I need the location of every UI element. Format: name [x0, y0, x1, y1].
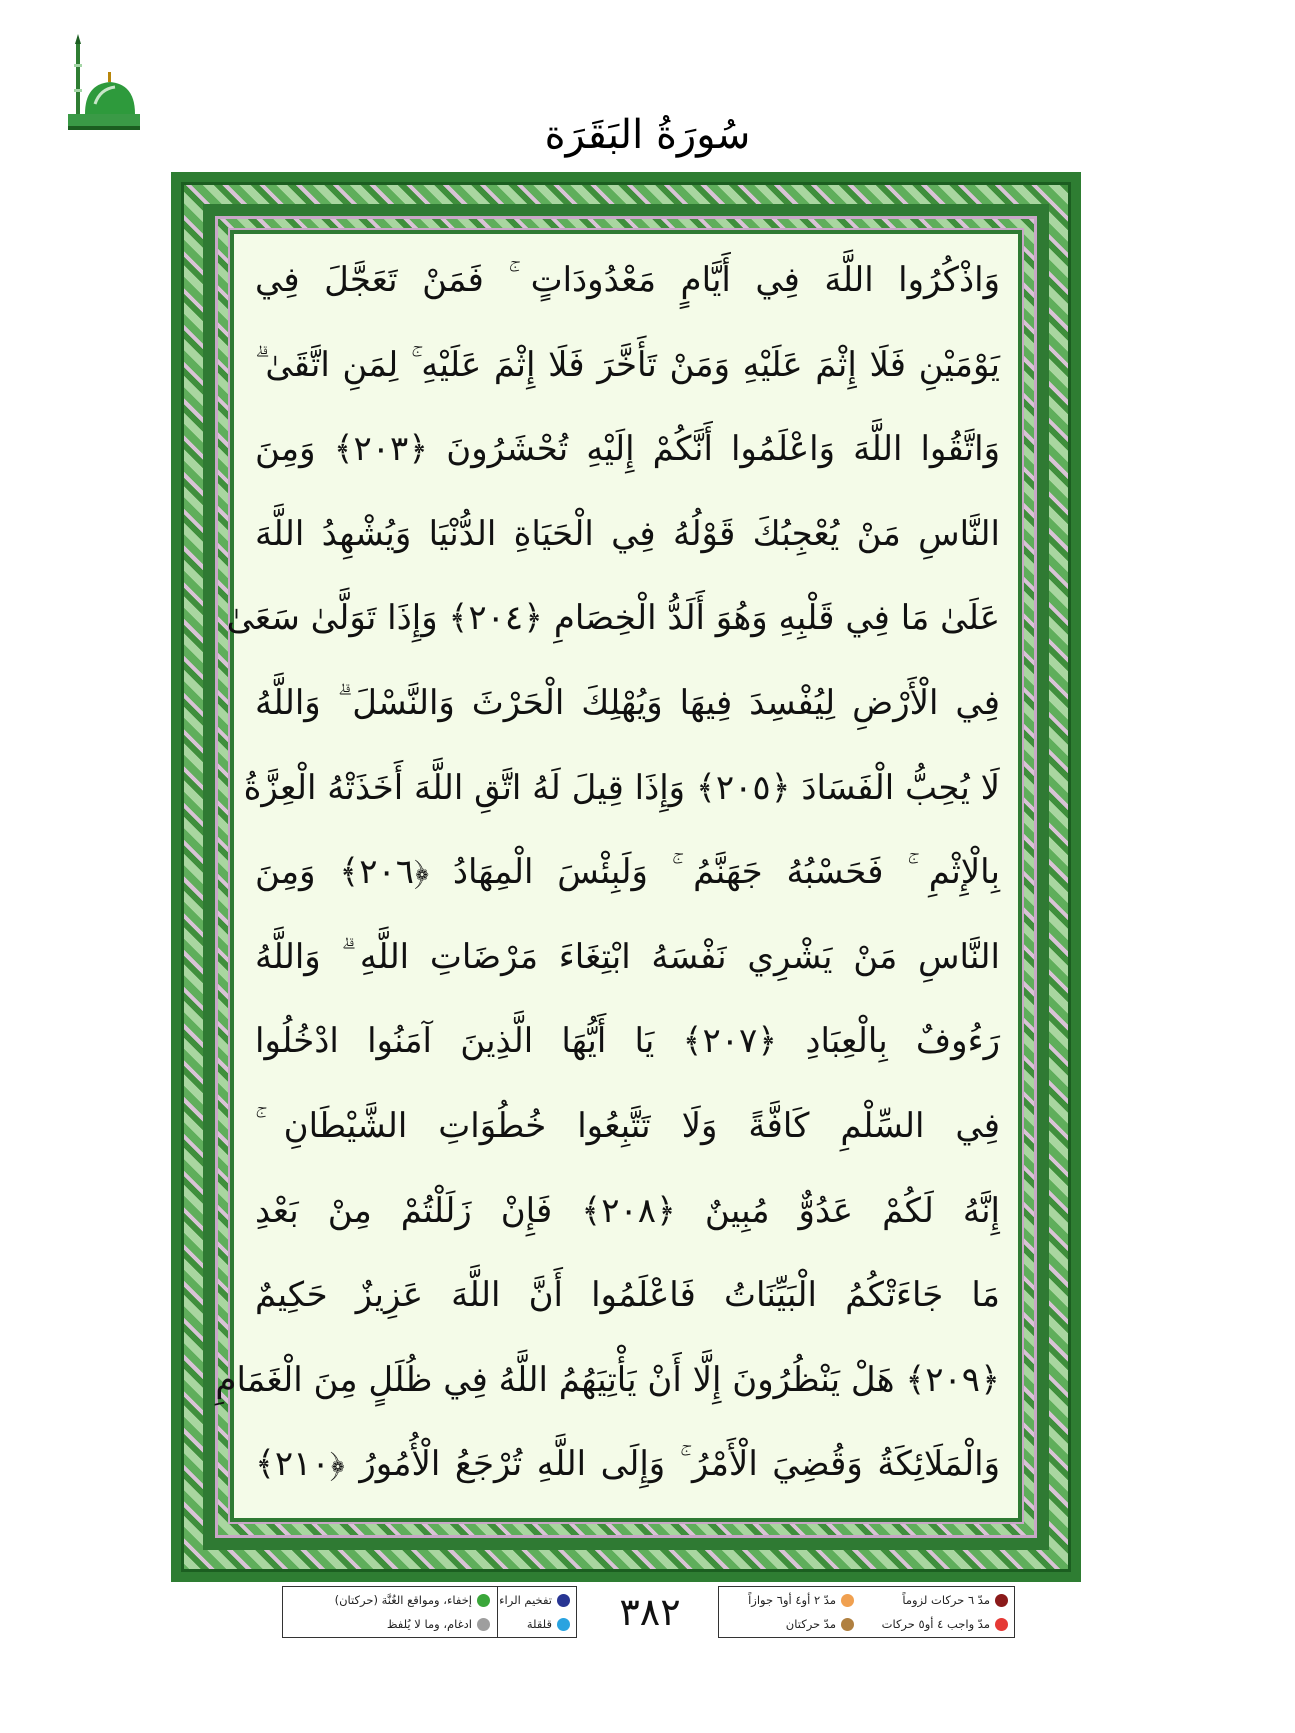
- verse-line: إِنَّهُ لَكُمْ عَدُوٌّ مُبِينٌ ﴿٢٠٨﴾ فَإِنْ زَلَلْتُمْ مِنْ بَعْدِ: [255, 1190, 1000, 1231]
- red-dot-icon: [995, 1618, 1008, 1631]
- tajweed-legend-left: [282, 1586, 577, 1638]
- verse-line: رَءُوفٌ بِالْعِبَادِ ﴿٢٠٧﴾ يَا أَيُّهَا الَّذِينَ آمَنُوا ادْخُلُوا: [255, 1021, 1000, 1062]
- verse-line: عَلَىٰ مَا فِي قَلْبِهِ وَهُوَ أَلَدُّ الْخِصَامِ ﴿٢٠٤﴾ وَإِذَا تَوَلَّىٰ سَعَىٰ: [226, 598, 1000, 639]
- page-number: ٣٨٢: [619, 1590, 681, 1634]
- verse-line: بِالْإِثْمِ ۚ فَحَسْبُهُ جَهَنَّمُ ۚ وَلَبِئْسَ الْمِهَادُ ﴿٢٠٦﴾ وَمِنَ: [255, 852, 1000, 893]
- surah-title: سُورَةُ البَقَرَة: [544, 112, 751, 158]
- legend-item-qalqala: قلقلة: [527, 1612, 570, 1637]
- verse-line: لَا يُحِبُّ الْفَسَادَ ﴿٢٠٥﴾ وَإِذَا قِيلَ لَهُ اتَّقِ اللَّهَ أَخَذَتْهُ الْعِزَّةُ: [243, 767, 1000, 808]
- legend-item-madd-6: مدّ ٦ حركات لزوماً: [902, 1588, 1008, 1613]
- verse-text: [215, 238, 1000, 1508]
- verse-line: وَالْمَلَائِكَةُ وَقُضِيَ الْأَمْرُ ۚ وَإِلَى اللَّهِ تُرْجَعُ الْأُمُورُ ﴿٢١٠﴾: [255, 1444, 1000, 1485]
- verse-line: النَّاسِ مَنْ يُعْجِبُكَ قَوْلُهُ فِي الْحَيَاةِ الدُّنْيَا وَيُشْهِدُ اللَّهَ: [255, 513, 1000, 554]
- gray-dot-icon: [477, 1618, 490, 1631]
- tajweed-legend-right: [718, 1586, 1015, 1638]
- verse-line: النَّاسِ مَنْ يَشْرِي نَفْسَهُ ابْتِغَاءَ مَرْضَاتِ اللَّهِ ۗ وَاللَّهُ: [255, 936, 1000, 977]
- legend-item-idgham: ادغام، وما لا يُلفظ: [387, 1612, 490, 1637]
- legend-item-madd-2: مدّ حركتان: [786, 1612, 854, 1637]
- verse-line: مَا جَاءَتْكُمُ الْبَيِّنَاتُ فَاعْلَمُوا أَنَّ اللَّهَ عَزِيزٌ حَكِيمٌ: [255, 1275, 1000, 1316]
- verse-line: ﴿٢٠٩﴾ هَلْ يَنْظُرُونَ إِلَّا أَنْ يَأْتِيَهُمُ اللَّهُ فِي ظُلَلٍ مِنَ الْغَمَامِ: [215, 1359, 1000, 1400]
- verse-line: فِي الْأَرْضِ لِيُفْسِدَ فِيهَا وَيُهْلِكَ الْحَرْثَ وَالنَّسْلَ ۗ وَاللَّهُ: [255, 682, 1000, 723]
- verse-line: وَاذْكُرُوا اللَّهَ فِي أَيَّامٍ مَعْدُودَاتٍ ۚ فَمَنْ تَعَجَّلَ فِي: [255, 260, 1000, 300]
- verse-line: وَاتَّقُوا اللَّهَ وَاعْلَمُوا أَنَّكُمْ إِلَيْهِ تُحْشَرُونَ ﴿٢٠٣﴾ وَمِنَ: [255, 429, 1000, 470]
- legend-item-madd-4-5: مدّ واجب ٤ أو٥ حركات: [882, 1612, 1008, 1637]
- verse-line: فِي السِّلْمِ كَافَّةً وَلَا تَتَّبِعُوا خُطُوَاتِ الشَّيْطَانِ ۚ: [255, 1105, 1000, 1146]
- light-blue-dot-icon: [557, 1618, 570, 1631]
- legend-item-madd-2-4-6: مدّ ٢ أو٤ أو٦ جوازاً: [748, 1588, 854, 1613]
- brown-dot-icon: [841, 1618, 854, 1631]
- dark-red-dot-icon: [995, 1594, 1008, 1607]
- blue-dot-icon: [557, 1594, 570, 1607]
- green-dot-icon: [477, 1594, 490, 1607]
- orange-dot-icon: [841, 1594, 854, 1607]
- legend-item-ikhfa: إخفاء، ومواقع الغُنَّة (حركتان): [335, 1588, 490, 1613]
- legend-item-tafkhim: تفخيم الراء: [499, 1588, 570, 1613]
- verse-line: يَوْمَيْنِ فَلَا إِثْمَ عَلَيْهِ وَمَنْ تَأَخَّرَ فَلَا إِثْمَ عَلَيْهِ ۚ لِمَنِ اتَّقَىٰ ۗ: [255, 344, 1000, 385]
